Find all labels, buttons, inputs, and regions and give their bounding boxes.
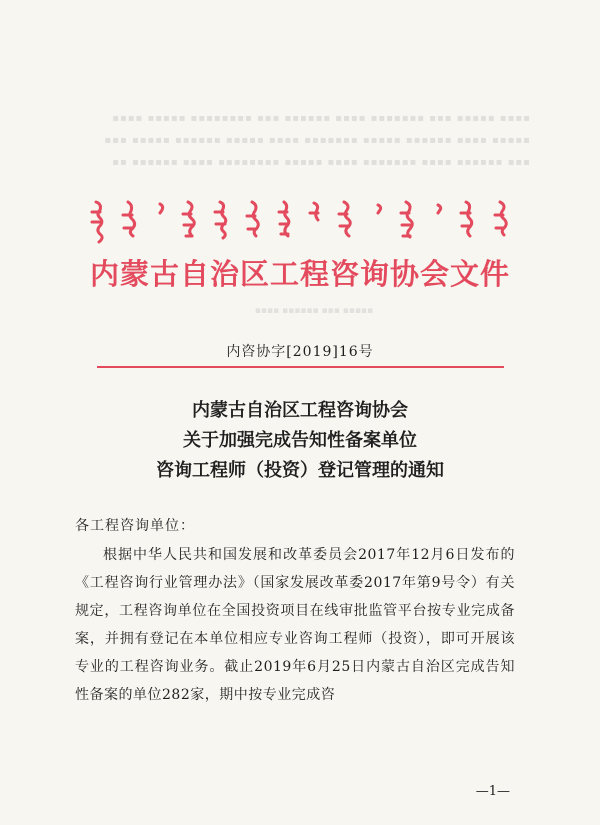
body-paragraph: 根据中华人民共和国发展和改革委员会2017年12月6日发布的《工程咨询行业管理办法》（国家发展改革委2017年第9号令）有关规定，工程咨询单位在全国投资项目在线审批监管平台按专业完成备案，并拥有登记在本单位相应专业咨询工程师（投资），即可开展该专业的工程咨询业务。截止2019年6月25日内蒙古自治区完成告知性备案的单位282家，期中按专业完成咨 [75,547,515,703]
salutation: 各工程咨询单位： [75,518,195,534]
page-number: —1— [475,784,510,799]
notice-title-line: 关于加强完成告知性备案单位 [183,430,417,451]
notice-body [75,541,515,709]
notice-title [0,396,600,486]
bleed-through-text: ▪▪▪▪▪ ▪▪▪ ▪▪▪▪▪▪ ▪▪▪▪ [255,306,374,316]
organization-title: 内蒙古自治区工程咨询协会文件 [89,257,510,291]
bleed-through-text: ▪▪▪▪ ▪▪▪▪▪ ▪▪▪ ▪▪▪▪▪▪▪ ▪▪▪▪ ▪▪▪▪▪▪ ▪▪▪ ▪▪▪▪▪▪▪▪ ▪▪▪▪▪ ▪▪▪▪ ▪▪▪▪▪ ▪▪▪▪ ▪▪▪▪▪▪ ▪▪▪▪▪ ▪▪▪▪▪▪▪ ▪▪▪▪ ▪▪▪▪▪ ▪▪▪▪▪▪ ▪▪▪▪▪ ▪▪▪ ▪▪▪ ▪▪▪▪▪▪ ▪▪▪▪ ▪▪▪▪▪▪▪ ▪▪▪▪ ▪▪▪▪▪ ▪▪▪▪▪▪▪▪ ▪▪▪▪ ▪▪▪▪▪▪ ▪▪ [103,113,530,168]
document-number: 内咨协字[2019]16号 [226,344,374,360]
notice-title-line: 咨询工程师（投资）登记管理的通知 [156,460,444,481]
red-divider [97,366,504,368]
notice-title-line: 内蒙古自治区工程咨询协会 [192,400,408,421]
mongolian-script-logo [88,198,518,244]
